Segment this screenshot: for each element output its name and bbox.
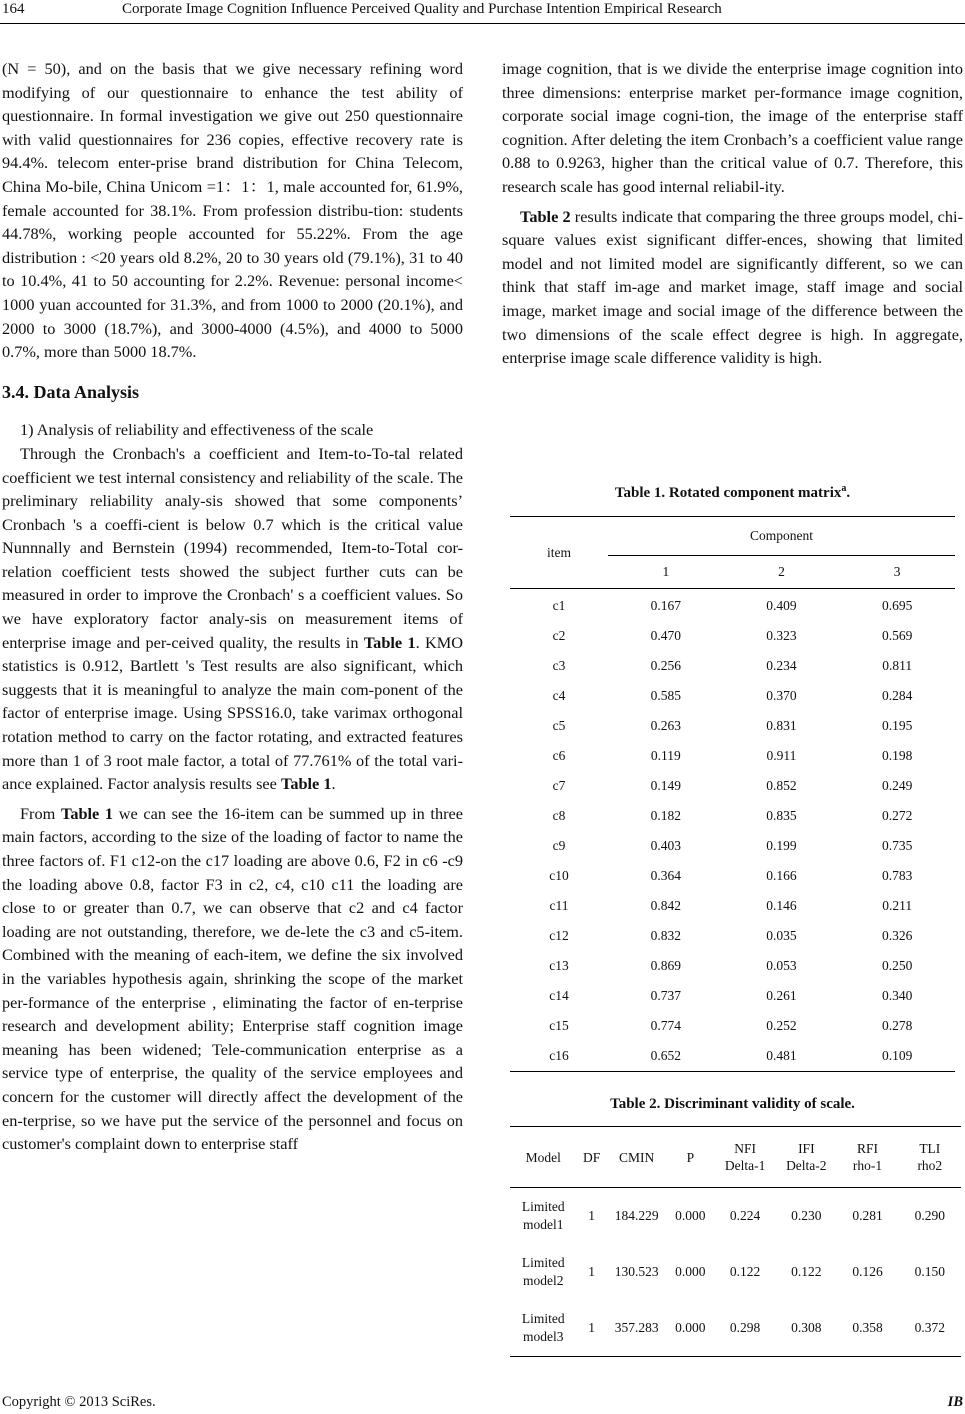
- loading-cell: 0.326: [881, 928, 913, 943]
- loading-cell: 0.370: [766, 688, 797, 703]
- item-cell: c12: [549, 928, 569, 943]
- loading-cell: 0.852: [766, 778, 797, 793]
- value-cell: 0.122: [791, 1264, 822, 1279]
- paragraph: (N = 50), and on the basis that we give necessary refining word modifying of our questionnaire to enhance the test ability of questionnaire. In formal investigation we give out 250 questionnaire with valid questionnaires for 236 copies, effective recovery rate is 94.4%. telecom enter-prise brand distribution for China Telecom, China Mo-bile, China Unicom =1：1：1, male accounted for, 61.9%, female accounted for 38.1%. From profession distribu-tion: students 44.78%, working people accounted for 55.22%. From the age distribution : <20 years old 8.2%, 20 to 30 years old (79.1%), 31 to 40 to 10.4%, 41 to 50 accounting for 2.2%. Revenue: personal income< 1000 yuan accounted for 31.3%, and from 1000 to 2000 (20.1%), and 2000 to 3000 (18.7%), and 3000-4000 (4.5%), and 4000 to 5000 0.7%, more than 5000 18.7%.: [2, 59, 463, 362]
- value-cell: 0.308: [791, 1320, 822, 1335]
- table-row: [510, 651, 955, 681]
- loading-cell: 0.109: [839, 1041, 955, 1072]
- item-cell: c8: [552, 808, 566, 823]
- right-column: [502, 57, 963, 370]
- column-header-label: IFI: [798, 1141, 815, 1156]
- value-cell: 0.298: [729, 1320, 761, 1335]
- loading-cell: 0.146: [766, 898, 797, 913]
- component-number: 3: [839, 556, 955, 589]
- value-cell: 0.150: [914, 1264, 945, 1279]
- loading-cell: 0.195: [881, 718, 913, 733]
- loading-cell: 0.166: [766, 868, 797, 883]
- paragraph: image cognition, that is we divide the enterprise image cognition into three dimensions: enterprise market per-formance image cognition, corporate social image cogni-tion, the image of the enterprise staff cognition. After deleting the item Cronbach’s a coefficient value range 0.88 to 0.9263, higher than the critical value of 0.7. Therefore, this research scale has good internal reliabil-ity.: [502, 59, 963, 196]
- loading-cell: 0.234: [766, 658, 797, 673]
- loading-cell: 0.119: [650, 748, 681, 763]
- value-cell: 0.000: [675, 1208, 706, 1223]
- value-cell: 0.358: [852, 1320, 883, 1335]
- table2-body: [510, 1188, 961, 1357]
- table-reference-link[interactable]: Table 1: [280, 774, 332, 794]
- rotated-component-table: [510, 516, 955, 1072]
- item-cell: c14: [549, 988, 569, 1003]
- model-cell: [510, 1300, 577, 1357]
- item-cell: c3: [552, 658, 566, 673]
- loading-cell: 0.340: [881, 988, 913, 1003]
- paragraph: [502, 205, 963, 370]
- paragraph-text: results indicate that comparing the three groups model, chi-square values exist significant differ-ences, showing that limited model and not limited model are significantly different, so we can think that staff im-age and market image, staff image and social image, market image and social image of the difference between the two dimensions of the scale effect degree is high. In aggregate, enterprise image scale difference validity is high.: [502, 206, 963, 368]
- column-header-label: P: [686, 1149, 695, 1165]
- value-cell: 0.126: [852, 1264, 883, 1279]
- discriminant-validity-table: [510, 1126, 961, 1357]
- model-label: model2: [523, 1273, 564, 1288]
- column-header: [510, 1127, 577, 1188]
- loading-cell: 0.252: [766, 1018, 797, 1033]
- table-row: [510, 681, 955, 711]
- table-row: [510, 621, 955, 651]
- value-cell: 184.229: [614, 1208, 659, 1223]
- column-header: [607, 1127, 667, 1188]
- loading-cell: 0.811: [882, 658, 913, 673]
- left-column: [2, 57, 463, 1156]
- model-label: model1: [523, 1217, 564, 1232]
- table-row: [510, 981, 955, 1011]
- loading-cell: 0.211: [882, 898, 913, 913]
- loading-cell: 0.911: [766, 748, 797, 763]
- journal-abbreviation: IB: [947, 1394, 963, 1410]
- loading-cell: 0.695: [881, 598, 913, 613]
- table-row: [510, 951, 955, 981]
- column-header-sublabel: Delta-2: [786, 1158, 827, 1173]
- running-title: Corporate Image Cognition Influence Perceived Quality and Purchase Intention Empirical Research: [122, 1, 722, 17]
- column-header-label: Model: [525, 1149, 561, 1165]
- paragraph-text: Through the Cronbach's a coefficient and Item-to-To-tal related coefficient we test internal consistency and reliability of the scale. The preliminary reliability analy-sis showed that some components’ Cronbach 's a coeffi-cient is below 0.7 which is the critical value Nunnnally and Bernstein (1994) recommended, Item-to-Total cor-relation coefficient tests showed the subject further cuts can be measured in order to improve the Cronbach' s a coefficient values. So we have exploratory factor analy-sis on measurement items of enterprise image and per-ceived quality, the results in: [2, 443, 463, 652]
- loading-cell: 0.182: [650, 808, 682, 823]
- loading-cell: 0.831: [766, 718, 797, 733]
- item-cell: c10: [549, 868, 569, 883]
- value-cell: 0.122: [729, 1264, 761, 1279]
- loading-cell: 0.149: [650, 778, 682, 793]
- loading-cell: 0.842: [650, 898, 682, 913]
- table-row: [510, 1300, 961, 1357]
- table2-header-row: [510, 1127, 961, 1188]
- value-cell: 0.230: [791, 1208, 822, 1223]
- value-cell: 1: [588, 1208, 595, 1223]
- loading-cell: 0.035: [766, 928, 797, 943]
- item-cell: c11: [549, 898, 569, 913]
- item-cell: c2: [552, 628, 566, 643]
- table-row: [510, 921, 955, 951]
- loading-cell: 0.869: [650, 958, 682, 973]
- item-cell: c16: [510, 1041, 608, 1072]
- table-reference-link[interactable]: Table 1: [60, 803, 114, 823]
- component-number: 2: [724, 556, 840, 589]
- table-row: [510, 711, 955, 741]
- value-cell: 130.523: [614, 1264, 659, 1279]
- table1-body: [510, 589, 955, 1072]
- column-header: [667, 1127, 714, 1188]
- loading-cell: 0.256: [650, 658, 682, 673]
- table-row: [510, 1188, 961, 1245]
- value-cell: 357.283: [614, 1320, 659, 1335]
- column-header-label: NFI: [734, 1141, 756, 1156]
- paragraph-text: From: [20, 803, 61, 823]
- section-heading: 3.4. Data Analysis: [2, 381, 140, 402]
- value-cell: 0.281: [852, 1208, 883, 1223]
- loading-cell: 0.403: [650, 838, 682, 853]
- loading-cell: 0.250: [881, 958, 913, 973]
- table-row: [510, 1041, 955, 1072]
- page-header: [0, 0, 965, 22]
- column-header: [776, 1127, 836, 1188]
- column-header-label: DF: [582, 1149, 601, 1165]
- loading-cell: 0.364: [650, 868, 682, 883]
- page-footer: [2, 1394, 963, 1411]
- value-cell: 0.000: [675, 1320, 706, 1335]
- component-number: 1: [608, 556, 724, 589]
- loading-cell: 0.249: [881, 778, 913, 793]
- loading-cell: 0.832: [650, 928, 682, 943]
- loading-cell: 0.261: [766, 988, 797, 1003]
- table-row: [510, 891, 955, 921]
- item-cell: c9: [552, 838, 566, 853]
- model-label: Limited: [521, 1311, 565, 1326]
- loading-cell: 0.284: [881, 688, 913, 703]
- table-reference-link[interactable]: Table 2: [520, 206, 571, 226]
- paragraph-text: we can see the 16-item can be summed up in three main factors, according to the size of the loading of factor to name the three factors of. F1 c12-on the c17 loading are above 0.6, F2 in c6 -c9 the loading above 0.8, factor F3 in c2, c4, c10 c11 the loading are close to or greater than 0.7, we can observe that c2 and c4 factor loading are not outstanding, therefore, we de-lete the c3 and c5-item. Combined with the meaning of each-item, we define the six involved in the variables hypothesis again, shrinking the scope of the market per-formance of the enterprise , eliminating the factor of en-terprise research and development ability; Enterprise staff cognition image meaning has been widened; Tele-communication enterprise as a service type of enterprise, the quality of the service employees and concern for the customer will directly affect the development of the en-terprise, so we have put the service of the personnel and focus on customer's complaint down to enterprise staff: [2, 803, 463, 1154]
- loading-cell: 0.278: [881, 1018, 913, 1033]
- value-cell: 0.290: [914, 1208, 945, 1223]
- model-label: Limited: [521, 1255, 565, 1270]
- table-reference-link[interactable]: Table 1: [363, 632, 416, 652]
- loading-cell: 0.470: [650, 628, 682, 643]
- column-header-sublabel: rho2: [917, 1158, 943, 1173]
- table-row: [510, 741, 955, 771]
- loading-cell: 0.585: [650, 688, 682, 703]
- loading-cell: 0.774: [650, 1018, 682, 1033]
- column-header-component: Component: [608, 517, 955, 556]
- column-header: [836, 1127, 898, 1188]
- loading-cell: 0.198: [881, 748, 913, 763]
- page-number: 164: [2, 1, 25, 17]
- model-label: model3: [523, 1329, 564, 1344]
- loading-cell: 0.735: [881, 838, 913, 853]
- column-header-item: item: [510, 517, 608, 589]
- loading-cell: 0.652: [608, 1041, 724, 1072]
- loading-cell: 0.409: [766, 598, 797, 613]
- item-cell: c15: [549, 1018, 569, 1033]
- table-row: [510, 771, 955, 801]
- item-cell: c5: [552, 718, 566, 733]
- column-header-sublabel: rho-1: [852, 1158, 883, 1173]
- loading-cell: 0.272: [881, 808, 913, 823]
- value-cell: 0.372: [914, 1320, 945, 1335]
- subheading: 1) Analysis of reliability and effectiveness of the scale: [20, 420, 374, 440]
- loading-cell: 0.783: [881, 868, 913, 883]
- paragraph-text: .: [331, 774, 336, 794]
- paragraph-text: . KMO statistics is 0.912, Bartlett 's Test results are also significant, which suggests that it is meaningful to analyze the main com-ponent of the factor of enterprise image. Using SPSS16.0, take varimax orthogonal rotation method to carry on the factor rotating, and extracted features more than 1 of 3 root male factor, a total of 77.761% of the total vari-ance explained. Factor analysis results see: [2, 632, 464, 794]
- table2-caption: Table 2. Discriminant validity of scale.: [610, 1096, 855, 1112]
- copyright-notice: Copyright © 2013 SciRes.: [2, 1394, 156, 1410]
- loading-cell: 0.481: [724, 1041, 840, 1072]
- value-cell: 1: [588, 1264, 595, 1279]
- table1-caption: Table 1. Rotated component matrix$^a$.: [614, 483, 851, 501]
- item-cell: c1: [552, 598, 566, 613]
- value-cell: 0.224: [729, 1208, 761, 1223]
- model-label: Limited: [521, 1199, 565, 1214]
- paragraph: [2, 442, 463, 796]
- table-row: [510, 1244, 961, 1300]
- column-header: [577, 1127, 607, 1188]
- model-cell: [510, 1188, 577, 1245]
- item-cell: c7: [552, 778, 566, 793]
- loading-cell: 0.569: [881, 628, 913, 643]
- column-header-label: TLI: [919, 1141, 941, 1156]
- column-header-label: CMIN: [619, 1149, 655, 1165]
- table-row: [510, 831, 955, 861]
- value-cell: 1: [588, 1320, 595, 1335]
- paragraph: [2, 802, 463, 1156]
- loading-cell: 0.835: [766, 808, 797, 823]
- model-cell: [510, 1244, 577, 1300]
- column-header: [899, 1127, 961, 1188]
- column-header-label: RFI: [857, 1141, 879, 1156]
- table-row: [510, 801, 955, 831]
- table-row: [510, 589, 955, 622]
- value-cell: 0.000: [675, 1264, 706, 1279]
- loading-cell: 0.167: [650, 598, 682, 613]
- loading-cell: 0.323: [766, 628, 797, 643]
- item-cell: c4: [552, 688, 566, 703]
- column-header: [714, 1127, 776, 1188]
- item-cell: c13: [549, 958, 569, 973]
- loading-cell: 0.263: [650, 718, 682, 733]
- loading-cell: 0.737: [650, 988, 682, 1003]
- loading-cell: 0.199: [766, 838, 797, 853]
- loading-cell: 0.053: [766, 958, 797, 973]
- table-row: [510, 1011, 955, 1041]
- header-rule: [0, 23, 965, 24]
- table-row: [510, 861, 955, 891]
- column-header-sublabel: Delta-1: [724, 1158, 766, 1173]
- item-cell: c6: [552, 748, 566, 763]
